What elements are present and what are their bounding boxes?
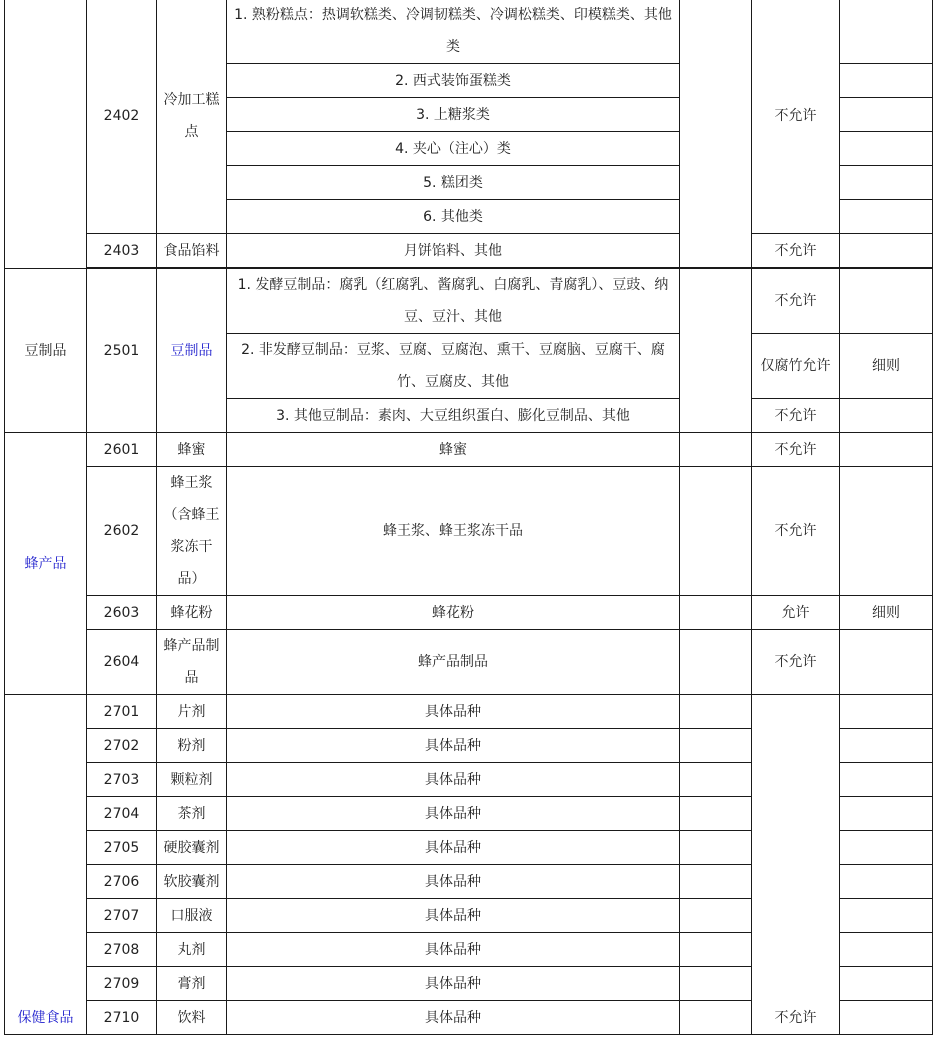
permit-cell: 不允许: [752, 269, 840, 334]
blank-cell: [680, 0, 752, 268]
code-cell: 2701: [87, 695, 157, 729]
rule-cell: [840, 234, 933, 268]
permit-cell: 允许: [752, 596, 840, 630]
rule-cell: [840, 433, 933, 467]
item-cell: 具体品种: [227, 729, 680, 763]
rule-cell: [840, 166, 933, 200]
code-cell: 2501: [87, 269, 157, 433]
blank-cell: [680, 630, 752, 695]
name-cell: 食品馅料: [157, 234, 227, 268]
item-cell: 具体品种: [227, 967, 680, 1001]
name-cell: 软胶囊剂: [157, 865, 227, 899]
item-cell: 2. 西式装饰蛋糕类: [227, 64, 680, 98]
code-cell: 2705: [87, 831, 157, 865]
code-cell: 2704: [87, 797, 157, 831]
item-cell: 具体品种: [227, 831, 680, 865]
rule-cell: [840, 1001, 933, 1035]
item-cell: 具体品种: [227, 695, 680, 729]
name-cell: 蜂王浆（含蜂王浆冻干品）: [157, 467, 227, 596]
name-cell: 口服液: [157, 899, 227, 933]
permit-cell: [752, 695, 840, 1035]
name-cell: 茶剂: [157, 797, 227, 831]
item-cell: 1. 熟粉糕点：热调软糕类、冷调韧糕类、冷调松糕类、印模糕类、其他类: [227, 0, 680, 64]
code-cell: 2706: [87, 865, 157, 899]
name-cell: 丸剂: [157, 933, 227, 967]
rule-cell: [840, 399, 933, 433]
name-link[interactable]: 豆制品: [157, 269, 227, 433]
rule-cell: [840, 865, 933, 899]
table-row: [5, 467, 933, 596]
blank-cell: [680, 763, 752, 797]
name-cell: 冷加工糕点: [157, 0, 227, 234]
item-cell: 5. 糕团类: [227, 166, 680, 200]
rule-cell: [840, 630, 933, 695]
permit-cell: 不允许: [752, 433, 840, 467]
blank-cell: [680, 865, 752, 899]
blank-cell: [680, 467, 752, 596]
category-link[interactable]: [5, 695, 87, 1035]
table-row: [5, 596, 933, 630]
blank-cell: [680, 933, 752, 967]
permit-cell: 仅腐竹允许: [752, 334, 840, 399]
name-cell: 硬胶囊剂: [157, 831, 227, 865]
blank-cell: [680, 1001, 752, 1035]
item-cell: 月饼馅料、其他: [227, 234, 680, 268]
name-cell: 蜂产品制品: [157, 630, 227, 695]
item-cell: 3. 上糖浆类: [227, 98, 680, 132]
blank-cell: [680, 695, 752, 729]
item-cell: 2. 非发酵豆制品：豆浆、豆腐、豆腐泡、熏干、豆腐脑、豆腐干、腐竹、豆腐皮、其他: [227, 334, 680, 399]
code-cell: 2603: [87, 596, 157, 630]
blank-cell: [680, 729, 752, 763]
blank-cell: [680, 967, 752, 1001]
blank-cell: [680, 269, 752, 433]
code-cell: 2602: [87, 467, 157, 596]
name-cell: 粉剂: [157, 729, 227, 763]
rule-cell: 细则: [840, 334, 933, 399]
rule-cell: [840, 695, 933, 729]
name-cell: 蜂蜜: [157, 433, 227, 467]
table-row: [5, 695, 933, 729]
rule-cell: [840, 200, 933, 234]
regulation-table-wrapper: [4, 0, 933, 1035]
blank-cell: [680, 899, 752, 933]
item-cell: 蜂蜜: [227, 433, 680, 467]
item-cell: 具体品种: [227, 865, 680, 899]
permit-cell: 不允许: [752, 467, 840, 596]
item-cell: 6. 其他类: [227, 200, 680, 234]
rule-cell: [840, 933, 933, 967]
category-link[interactable]: 蜂产品: [5, 433, 87, 695]
item-cell: 具体品种: [227, 797, 680, 831]
rule-cell: [840, 132, 933, 166]
item-cell: 3. 其他豆制品：素肉、大豆组织蛋白、膨化豆制品、其他: [227, 399, 680, 433]
permit-cell: 不允许: [752, 630, 840, 695]
code-cell: 2702: [87, 729, 157, 763]
rule-cell: [840, 967, 933, 1001]
name-cell: 饮料: [157, 1001, 227, 1035]
code-cell: 2709: [87, 967, 157, 1001]
rule-cell: [840, 729, 933, 763]
rule-cell: 细则: [840, 596, 933, 630]
blank-cell: [680, 831, 752, 865]
rule-cell: [840, 763, 933, 797]
item-cell: 蜂花粉: [227, 596, 680, 630]
item-cell: 具体品种: [227, 763, 680, 797]
category-cell-blank: [5, 0, 87, 269]
rule-cell: [840, 98, 933, 132]
code-cell: 2708: [87, 933, 157, 967]
blank-cell: [680, 797, 752, 831]
blank-cell: [680, 433, 752, 467]
code-cell: 2403: [87, 234, 157, 268]
code-cell: 2601: [87, 433, 157, 467]
rule-cell: [840, 64, 933, 98]
code-cell: 2703: [87, 763, 157, 797]
item-cell: 4. 夹心（注心）类: [227, 132, 680, 166]
code-cell: 2604: [87, 630, 157, 695]
rule-cell: [840, 831, 933, 865]
rule-cell: [840, 899, 933, 933]
blank-cell: [680, 596, 752, 630]
item-cell: 具体品种: [227, 1001, 680, 1035]
name-cell: 片剂: [157, 695, 227, 729]
item-cell: 1. 发酵豆制品：腐乳（红腐乳、酱腐乳、白腐乳、青腐乳）、豆豉、纳豆、豆汁、其他: [227, 269, 680, 334]
rule-cell: [840, 467, 933, 596]
rule-cell: [840, 269, 933, 334]
rule-cell: [840, 0, 933, 64]
item-cell: 具体品种: [227, 933, 680, 967]
table-row: [5, 433, 933, 467]
permit-cell: 不允许: [752, 0, 840, 234]
item-cell: 具体品种: [227, 899, 680, 933]
table-row: [5, 269, 933, 334]
permit-label: 不允许: [774, 1010, 817, 1026]
permit-cell: 不允许: [752, 399, 840, 433]
category-cell: 豆制品: [5, 269, 87, 433]
table-row: [5, 630, 933, 695]
name-cell: 蜂花粉: [157, 596, 227, 630]
code-cell: 2710: [87, 1001, 157, 1035]
table-row: [5, 0, 933, 64]
name-cell: 膏剂: [157, 967, 227, 1001]
category-label[interactable]: 保健食品: [17, 1010, 74, 1026]
rule-cell: [840, 797, 933, 831]
food-category-table: [4, 0, 933, 1035]
item-cell: 蜂王浆、蜂王浆冻干品: [227, 467, 680, 596]
name-cell: 颗粒剂: [157, 763, 227, 797]
code-cell: 2707: [87, 899, 157, 933]
code-cell: 2402: [87, 0, 157, 234]
item-cell: 蜂产品制品: [227, 630, 680, 695]
permit-cell: 不允许: [752, 234, 840, 268]
table-row: [5, 234, 933, 268]
